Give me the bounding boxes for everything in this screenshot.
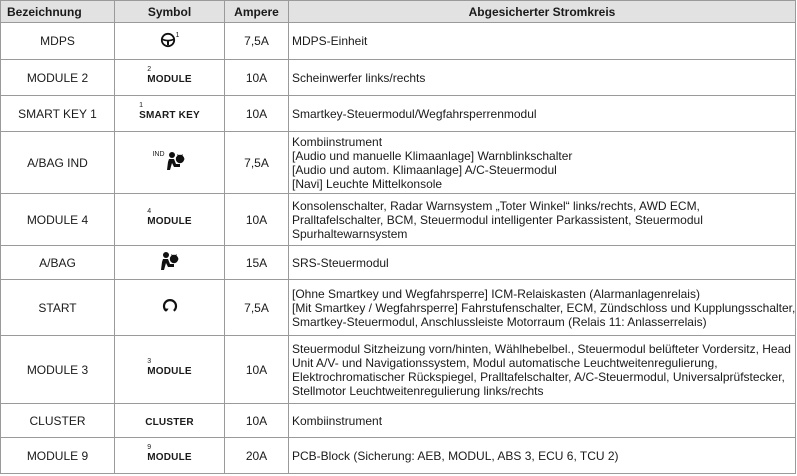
circuit-line: Smartkey-Steuermodul/Wegfahrsperrenmodul bbox=[292, 106, 537, 121]
symbol-label bbox=[147, 443, 192, 463]
circuit-line: [Mit Smartkey / Wegfahrsperre] Fahrstufenschalter, ECM, Zündschloss und Kupplungsschalter, bbox=[292, 300, 796, 315]
circuit-line: SRS-Steuermodul bbox=[292, 255, 389, 270]
circuit-line: [Audio und autom. Klimaanlage] A/C-Steuermodul bbox=[292, 162, 557, 177]
circuit-line: PCB-Block (Sicherung: AEB, MODUL, ABS 3, ECU 6, TCU 2) bbox=[292, 448, 619, 463]
fuse-symbol bbox=[115, 60, 225, 96]
table-row bbox=[1, 438, 796, 474]
symbol-text: MODULE bbox=[147, 451, 192, 463]
circuit-line: Unit A/V- und Navigationssystem, Modul automatische Leuchtweitenregulierung, bbox=[292, 355, 718, 370]
fuse-circuit bbox=[289, 246, 796, 280]
fuse-symbol bbox=[115, 404, 225, 438]
fuse-name: MODULE 4 bbox=[1, 194, 115, 246]
fuse-name: MODULE 9 bbox=[1, 438, 115, 474]
fuse-circuit bbox=[289, 336, 796, 404]
fuse-ampere: 20A bbox=[225, 438, 289, 474]
table-row bbox=[1, 246, 796, 280]
fuse-name: A/BAG IND bbox=[1, 132, 115, 194]
circuit-line: Elektrochromatischer Rückspiegel, Pralltafelschalter, A/C-Steuermodul, Universalprüfstecker, bbox=[292, 369, 785, 384]
table-row bbox=[1, 96, 796, 132]
table-row bbox=[1, 60, 796, 96]
fuse-name: MDPS bbox=[1, 23, 115, 60]
fuse-circuit bbox=[289, 280, 796, 336]
symbol-text: MODULE bbox=[147, 215, 192, 227]
fuse-circuit bbox=[289, 194, 796, 246]
table-row bbox=[1, 194, 796, 246]
airbag-icon bbox=[165, 151, 187, 174]
symbol-text: SMART KEY bbox=[139, 109, 200, 121]
fuse-symbol bbox=[115, 336, 225, 404]
fuse-ampere: 7,5A bbox=[225, 132, 289, 194]
fuse-symbol bbox=[115, 438, 225, 474]
fuse-name: MODULE 2 bbox=[1, 60, 115, 96]
start-icon bbox=[161, 297, 179, 318]
fuse-symbol bbox=[115, 96, 225, 132]
fuse-ampere: 7,5A bbox=[225, 280, 289, 336]
fuse-name: SMART KEY 1 bbox=[1, 96, 115, 132]
fuse-symbol bbox=[115, 246, 225, 280]
table-row bbox=[1, 404, 796, 438]
steering-wheel-icon bbox=[160, 32, 176, 51]
fuse-ampere: 7,5A bbox=[225, 23, 289, 60]
symbol-superscript: 4 bbox=[147, 207, 152, 215]
symbol-superscript: 9 bbox=[147, 443, 152, 451]
circuit-line: Spurhaltewarnsystem bbox=[292, 226, 408, 241]
circuit-line: Steuermodul Sitzheizung vorn/hinten, Wählhebelbel., Steuermodul belüfteter Vordersitz, Head bbox=[292, 341, 791, 356]
symbol-superscript: 1 bbox=[139, 101, 144, 109]
fuse-name: MODULE 3 bbox=[1, 336, 115, 404]
symbol-label bbox=[145, 417, 194, 428]
circuit-line: Konsolenschalter, Radar Warnsystem „Toter Winkel“ links/rechts, AWD ECM, bbox=[292, 198, 700, 213]
circuit-line: Kombiinstrument bbox=[292, 413, 383, 428]
symbol-text: MODULE bbox=[147, 73, 192, 85]
circuit-line: Smartkey-Steuermodul, Anschlussleiste Motorraum (Relais 11: Anlasserrelais) bbox=[292, 314, 707, 329]
fuse-ampere: 15A bbox=[225, 246, 289, 280]
circuit-line: Pralltafelschalter, BCM, Steuermodul intelligenter Parkassistent, Steuermodul bbox=[292, 212, 703, 227]
airbag-icon bbox=[159, 251, 181, 274]
symbol-text: CLUSTER bbox=[145, 416, 194, 428]
circuit-line: MDPS-Einheit bbox=[292, 34, 368, 48]
circuit-line: Scheinwerfer links/rechts bbox=[292, 70, 426, 85]
fuse-circuit bbox=[289, 23, 796, 60]
symbol-label bbox=[147, 65, 192, 85]
fuse-ampere: 10A bbox=[225, 96, 289, 132]
symbol-superscript: 2 bbox=[147, 65, 152, 73]
symbol-label bbox=[147, 207, 192, 227]
fuse-name: A/BAG bbox=[1, 246, 115, 280]
circuit-line: Stellmotor Leuchtweitenregulierung links/rechts bbox=[292, 383, 544, 398]
fuse-symbol bbox=[115, 194, 225, 246]
symbol-label bbox=[139, 101, 200, 121]
circuit-line: Kombiinstrument bbox=[292, 134, 383, 149]
fuse-name: CLUSTER bbox=[1, 404, 115, 438]
symbol-text: MODULE bbox=[147, 365, 192, 377]
fuse-ampere: 10A bbox=[225, 336, 289, 404]
header-circuit: Abgesicherter Stromkreis bbox=[289, 1, 796, 23]
symbol-label bbox=[147, 357, 192, 377]
fuse-symbol bbox=[115, 132, 225, 194]
table-row bbox=[1, 132, 796, 194]
fuse-symbol bbox=[115, 23, 225, 60]
symbol-superscript: IND bbox=[152, 151, 165, 158]
symbol-superscript: 1 bbox=[175, 31, 180, 39]
circuit-line: [Ohne Smartkey und Wegfahrsperre] ICM-Relaiskasten (Alarmanlagenrelais) bbox=[292, 286, 700, 301]
fuse-ampere: 10A bbox=[225, 60, 289, 96]
table-row bbox=[1, 336, 796, 404]
circuit-line: [Audio und manuelle Klimaanlage] Warnblinkschalter bbox=[292, 148, 573, 163]
fuse-circuit bbox=[289, 96, 796, 132]
header-symbol: Symbol bbox=[115, 1, 225, 23]
fuse-ampere: 10A bbox=[225, 404, 289, 438]
header-ampere: Ampere bbox=[225, 1, 289, 23]
symbol-superscript: 3 bbox=[147, 357, 152, 365]
fuse-circuit bbox=[289, 438, 796, 474]
table-row bbox=[1, 280, 796, 336]
table-row bbox=[1, 23, 796, 60]
fuse-name: START bbox=[1, 280, 115, 336]
header-name: Bezeichnung bbox=[1, 1, 115, 23]
header-row bbox=[1, 1, 796, 23]
fuse-symbol bbox=[115, 280, 225, 336]
fuse-circuit bbox=[289, 60, 796, 96]
fuse-circuit bbox=[289, 404, 796, 438]
fuse-circuit bbox=[289, 132, 796, 194]
circuit-line: [Navi] Leuchte Mittelkonsole bbox=[292, 176, 443, 191]
fuse-ampere: 10A bbox=[225, 194, 289, 246]
